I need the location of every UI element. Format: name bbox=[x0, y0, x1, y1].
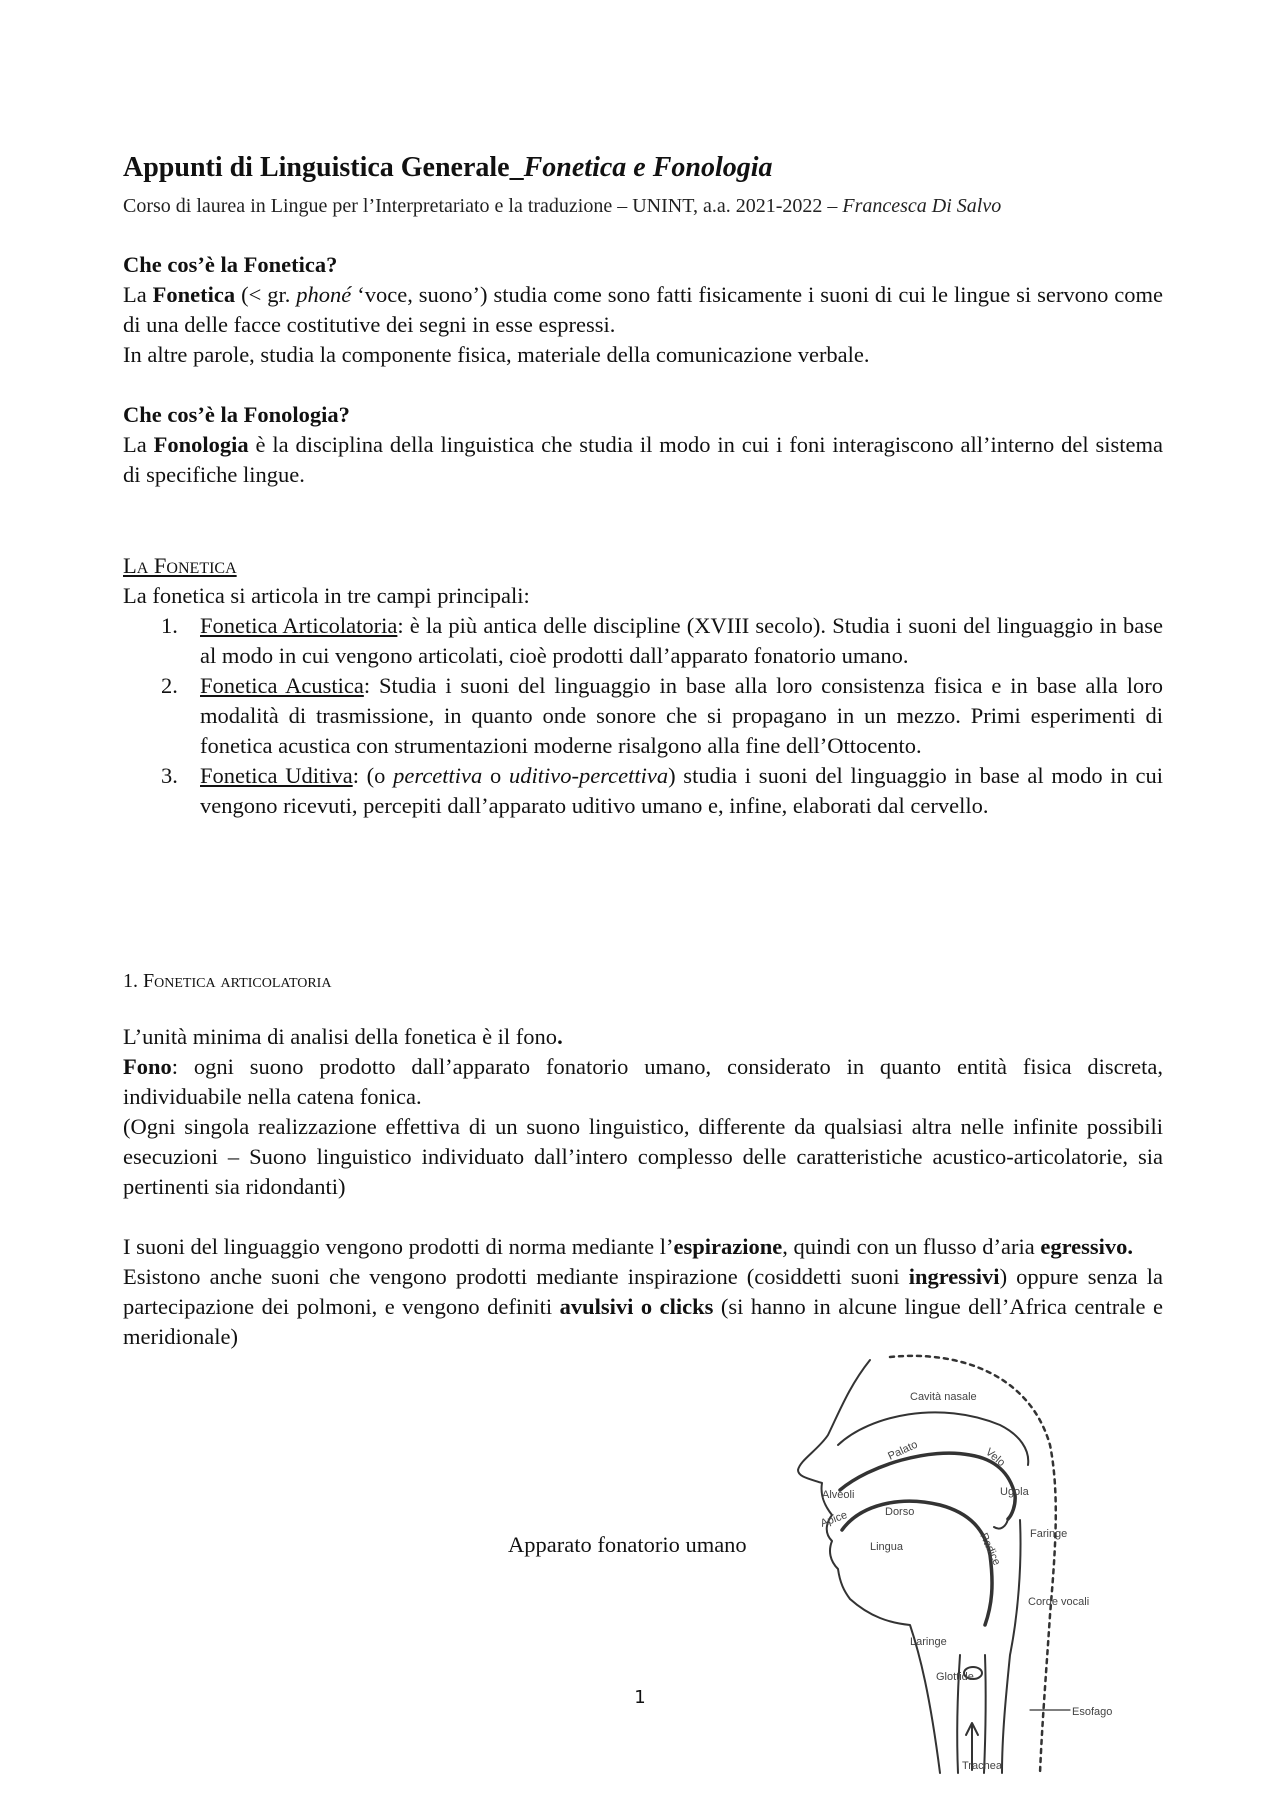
paragraph-fono-definition bbox=[123, 1052, 1163, 1112]
label-ugola: Ugola bbox=[1000, 1486, 1029, 1498]
label-apice: Apice bbox=[818, 1509, 849, 1530]
paragraph-fonetica-definition bbox=[123, 280, 1163, 340]
paragraph-espirazione bbox=[123, 1232, 1163, 1262]
document-title bbox=[123, 150, 1163, 186]
text: : Studia i suoni del linguaggio in base alla loro consistenza fisica e in base alla loro modalità di trasmissione, in quanto onde sonore che si propagano in un mezzo. Primi esperimenti di fonetica acustica con strumentazioni moderne risalgono alla fine dell’Ottocento. bbox=[200, 673, 1164, 758]
text: : (o bbox=[352, 763, 394, 788]
uvula bbox=[994, 1519, 1008, 1529]
italic-term: uditivo-percettiva bbox=[508, 763, 669, 788]
section-fonologia-question bbox=[123, 400, 1163, 490]
bold-term: Fono bbox=[123, 1054, 172, 1079]
text: : è la più antica delle discipline (XVIII secolo). Studia i suoni del linguaggio in base al modo in cui vengono articolati, cioè prodotti dall’apparato fonatorio umano. bbox=[200, 613, 1164, 668]
label-corde-vocali: Corde vocali bbox=[1028, 1596, 1090, 1608]
label-trachea: Trachea bbox=[962, 1760, 1002, 1772]
label-velo: Velo bbox=[983, 1446, 1008, 1470]
bold-term: Fonologia bbox=[153, 432, 249, 457]
trachea-back bbox=[984, 1655, 986, 1773]
bold-term: Fonetica bbox=[152, 282, 236, 307]
tongue bbox=[842, 1501, 992, 1625]
section-flusso-aria bbox=[123, 1232, 1163, 1352]
label-faringe: Faringe bbox=[1030, 1528, 1068, 1540]
label-dorso: Dorso bbox=[885, 1506, 915, 1518]
bold-term: egressivo. bbox=[1040, 1234, 1134, 1259]
list-number: 3. bbox=[161, 763, 178, 788]
text: I suoni del linguaggio vengono prodotti di norma mediante l’ bbox=[123, 1234, 674, 1259]
paragraph-fono-note: (Ogni singola realizzazione effettiva di un suono linguistico, differente da qualsiasi altra nelle infinite possibili esecuzioni – Suono linguistico individuato dall’intero complesso delle caratteristiche acustico-articolatorie, sia pertinenti sia ridondanti) bbox=[123, 1114, 1163, 1199]
list-campi-fonetica bbox=[123, 611, 1163, 821]
label-esofago: Esofago bbox=[1072, 1706, 1113, 1718]
text: La bbox=[123, 282, 153, 307]
paragraph-ingressivi bbox=[123, 1262, 1163, 1352]
label-radice: Radice bbox=[977, 1531, 1003, 1568]
title-italic: Fonetica e Fonologia bbox=[523, 152, 773, 183]
document-subtitle bbox=[123, 192, 1163, 220]
heading-fonologia-question: Che cos’è la Fonologia? bbox=[123, 402, 350, 427]
paragraph-unita-minima bbox=[123, 1022, 1163, 1052]
text: ) studia i suoni del linguaggio in base al modo in cui vengono ricevuti, percepiti dall’apparato uditivo umano e, infine, elaborati dal cervello. bbox=[200, 763, 1164, 818]
text: : ogni suono prodotto dall’apparato fonatorio umano, considerato in quanto entità fisica discreta, individuabile nella catena fonica. bbox=[123, 1054, 1163, 1109]
bold-term: avulsivi o clicks bbox=[559, 1294, 714, 1319]
figure-caption: Apparato fonatorio umano bbox=[508, 1532, 747, 1557]
bold-term: . bbox=[557, 1024, 563, 1049]
list-number: 2. bbox=[161, 673, 178, 698]
heading-fonetica-question: Che cos’è la Fonetica? bbox=[123, 252, 338, 277]
list-item bbox=[123, 671, 1163, 761]
text: è la disciplina della linguistica che studia il modo in cui i foni interagiscono all’interno del sistema di specifiche lingue. bbox=[123, 432, 1164, 487]
paragraph-fonetica-intro: La fonetica si articola in tre campi principali: bbox=[123, 583, 530, 608]
list-term: Fonetica Acustica bbox=[200, 673, 364, 698]
list-number: 1. bbox=[161, 613, 178, 638]
italic-term: percettiva bbox=[393, 763, 483, 788]
label-palato: Palato bbox=[886, 1438, 920, 1463]
face-profile bbox=[798, 1360, 940, 1773]
section-fonetica-question bbox=[123, 250, 1163, 370]
label-alveoli: Alveoli bbox=[822, 1489, 855, 1501]
text: o bbox=[482, 763, 509, 788]
page-number: 1 bbox=[634, 1687, 646, 1708]
list-item bbox=[123, 611, 1163, 671]
vocal-apparatus-diagram bbox=[780, 1355, 1113, 1775]
label-glottide: Glottide bbox=[936, 1671, 974, 1683]
text: Esistono anche suoni che vengono prodotti mediante inspirazione (cosiddetti suoni bbox=[123, 1264, 909, 1289]
bold-term: ingressivi bbox=[908, 1264, 1000, 1289]
text: La bbox=[123, 432, 154, 457]
heading-fonetica-articolatoria: 1. Fonetica articolatoria bbox=[123, 970, 332, 992]
label-cavita-nasale: Cavità nasale bbox=[910, 1391, 977, 1403]
subtitle-text: Corso di laurea in Lingue per l’Interpretariato e la traduzione – UNINT, a.a. 2021-2022 – bbox=[123, 195, 843, 217]
paragraph-fonetica-summary: In altre parole, studia la componente fisica, materiale della comunicazione verbale. bbox=[123, 342, 870, 367]
bold-term: espirazione bbox=[673, 1234, 783, 1259]
text: , quindi con un flusso d’aria bbox=[782, 1234, 1041, 1259]
text: L’unità minima di analisi della fonetica è il fono bbox=[123, 1024, 558, 1049]
list-term: Fonetica Articolatoria bbox=[200, 613, 398, 638]
subtitle-author: Francesca Di Salvo bbox=[842, 195, 1002, 217]
title-text: Appunti di Linguistica Generale_ bbox=[123, 152, 524, 183]
paragraph-fonologia-definition bbox=[123, 430, 1163, 490]
text: (< gr. bbox=[235, 282, 297, 307]
label-laringe: Laringe bbox=[910, 1636, 947, 1648]
text: (si hanno in alcune lingue dell’Africa centrale e meridionale) bbox=[123, 1294, 1163, 1349]
list-term: Fonetica Uditiva bbox=[200, 763, 353, 788]
pharynx-wall bbox=[1002, 1520, 1021, 1773]
text: ) oppure senza la partecipazione dei polmoni, e vengono definiti bbox=[123, 1264, 1163, 1319]
section-fonetica-articolatoria bbox=[123, 1022, 1163, 1202]
label-lingua: Lingua bbox=[870, 1541, 904, 1553]
list-item bbox=[123, 761, 1163, 821]
section-la-fonetica bbox=[123, 551, 1163, 821]
italic-term: phoné bbox=[296, 282, 352, 307]
text: ‘voce, suono’) studia come sono fatti fisicamente i suoni di cui le lingue si servono come di una delle facce costitutive dei segni in esse espressi. bbox=[123, 282, 1164, 337]
heading-la-fonetica: La Fonetica bbox=[123, 553, 237, 578]
